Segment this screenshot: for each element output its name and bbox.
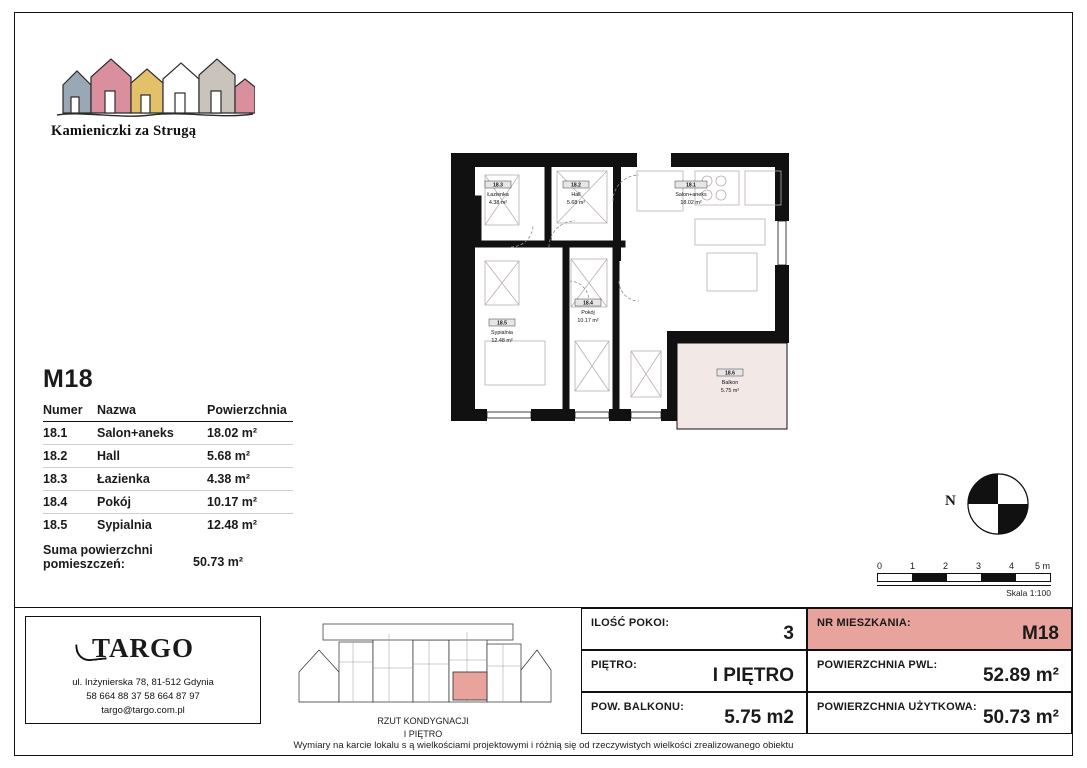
header-number: Numer (43, 400, 97, 422)
field-room-count (581, 608, 807, 650)
total-area-label: Suma powierzchni pomieszczeń: (43, 543, 153, 572)
scale-segment (981, 574, 1015, 581)
field-label: ILOŚĆ POKOI: (591, 617, 670, 629)
room-number: 18.3 (43, 468, 97, 491)
field-label: POWIERZCHNIA UŻYTKOWA: (817, 701, 977, 713)
plan-sheet (14, 12, 1073, 756)
room-number: 18.1 (43, 422, 97, 445)
address-line-2: 58 664 88 37 58 664 87 97 (86, 690, 200, 702)
field-apartment-number (807, 608, 1072, 650)
plan-room-id: 18.6 (725, 370, 735, 377)
plan-room-id: 18.3 (493, 182, 503, 189)
field-value: 5.75 m2 (724, 707, 794, 728)
plan-room-id: 18.2 (571, 182, 581, 189)
table-row (43, 468, 293, 491)
apartment-code: M18 (43, 365, 94, 393)
room-name: Hall (97, 445, 207, 468)
plan-room-id: 18.1 (686, 182, 696, 189)
table-row (43, 514, 293, 537)
compass-north-label: N (945, 493, 956, 509)
logo-caption: Kamieniczki za Strugą (51, 123, 197, 139)
field-label: POW. BALKONU: (591, 701, 685, 713)
plan-room-name: Łazienka (487, 192, 509, 198)
room-name: Łazienka (97, 468, 207, 491)
swoosh-icon (75, 641, 107, 662)
scale-tick: 2 (943, 561, 949, 571)
room-area: 12.48 m² (207, 518, 258, 532)
field-label: PIĘTRO: (591, 659, 638, 671)
plan-room-name: Pokój (581, 310, 595, 316)
plan-room-area: 4.38 m² (488, 200, 508, 206)
company-logo (92, 633, 194, 664)
total-area-value: 50.73 m² (193, 555, 244, 569)
disclaimer-note: Wymiary na karcie lokalu s ą wielkościami projektowymi i różnią się od rzeczywistych wielkości zrealizowanego obiektu (293, 740, 794, 751)
scale-tick-labels (877, 561, 1051, 573)
apartment-summary (43, 365, 305, 572)
table-header-row (43, 400, 293, 422)
address-email: targo@targo.com.pl (101, 704, 185, 716)
header-name: Nazwa (97, 400, 207, 422)
scale-bar-graphic (877, 573, 1051, 582)
scale-segment (1016, 574, 1050, 581)
room-name: Pokój (97, 491, 207, 514)
table-row (43, 445, 293, 468)
company-address (26, 676, 260, 717)
scale-segment (878, 574, 912, 581)
logo-houses-illustration (55, 49, 255, 119)
scale-tick: 5 m (1035, 561, 1051, 571)
scale-tick: 3 (976, 561, 982, 571)
room-area: 18.02 m² (207, 422, 293, 445)
plan-room-name: Balkon (721, 380, 739, 386)
brand-logo (41, 49, 261, 154)
total-area-row (43, 543, 293, 572)
field-usable-area (807, 692, 1072, 734)
field-value: 3 (783, 623, 794, 644)
address-line-1: ul. Inżynierska 78, 81-512 Gdynia (72, 677, 214, 688)
spec-fields (581, 608, 1072, 728)
company-name: TARGO (91, 633, 194, 663)
plan-room-area: 5.75 m² (720, 388, 740, 394)
plan-room-area: 10.17 m² (577, 318, 599, 324)
field-value: 52.89 m² (982, 665, 1059, 686)
field-value: M18 (1022, 623, 1059, 644)
plan-room-name: Hall (571, 192, 581, 198)
scale-bar (877, 561, 1051, 598)
scale-tick: 4 (1009, 561, 1015, 571)
field-floor (581, 650, 807, 692)
table-row (43, 422, 293, 445)
plan-room-area: 12.48 m² (491, 338, 513, 344)
key-plan (273, 614, 573, 746)
field-value: 50.73 m² (982, 707, 1059, 728)
scale-segment (947, 574, 981, 581)
scale-segment (912, 574, 946, 581)
key-plan-caption-line-2: I PIĘTRO (403, 728, 443, 739)
rooms-table (43, 400, 293, 536)
plan-room-name: Sypialnia (491, 330, 513, 336)
scale-ratio-label: Skala 1:100 (877, 585, 1051, 598)
room-number: 18.4 (43, 491, 97, 514)
room-name: Sypialnia (97, 518, 152, 532)
company-block (25, 616, 261, 724)
room-number: 18.5 (43, 518, 68, 532)
field-label: NR MIESZKANIA: (817, 617, 911, 629)
plan-room-id: 18.5 (497, 320, 507, 327)
plan-room-id: 18.4 (583, 300, 593, 307)
scale-tick: 0 (877, 561, 883, 571)
plan-room-area: 5.68 m² (566, 200, 586, 206)
plan-room-name: Salon+aneks (675, 192, 707, 198)
table-row (43, 491, 293, 514)
room-number: 18.2 (43, 445, 97, 468)
header-area: Powierzchnia (207, 400, 293, 422)
field-value: I PIĘTRO (712, 665, 794, 686)
floor-plan-drawing (445, 141, 815, 451)
room-area: 5.68 m² (207, 445, 293, 468)
field-pwl-area (807, 650, 1072, 692)
field-label: POWIERZCHNIA PWL: (817, 659, 938, 671)
room-area: 4.38 m² (207, 468, 293, 491)
room-name: Salon+aneks (97, 422, 207, 445)
title-block (15, 607, 1072, 755)
key-plan-highlight (453, 672, 487, 700)
field-balcony-area (581, 692, 807, 734)
room-area: 10.17 m² (207, 491, 293, 514)
key-plan-caption-line-1: RZUT KONDYGNACJI (377, 716, 469, 726)
key-plan-caption (273, 715, 573, 740)
compass-rose (945, 469, 1033, 539)
plan-room-area: 18.02 m² (680, 200, 702, 206)
scale-tick: 1 (910, 561, 916, 571)
